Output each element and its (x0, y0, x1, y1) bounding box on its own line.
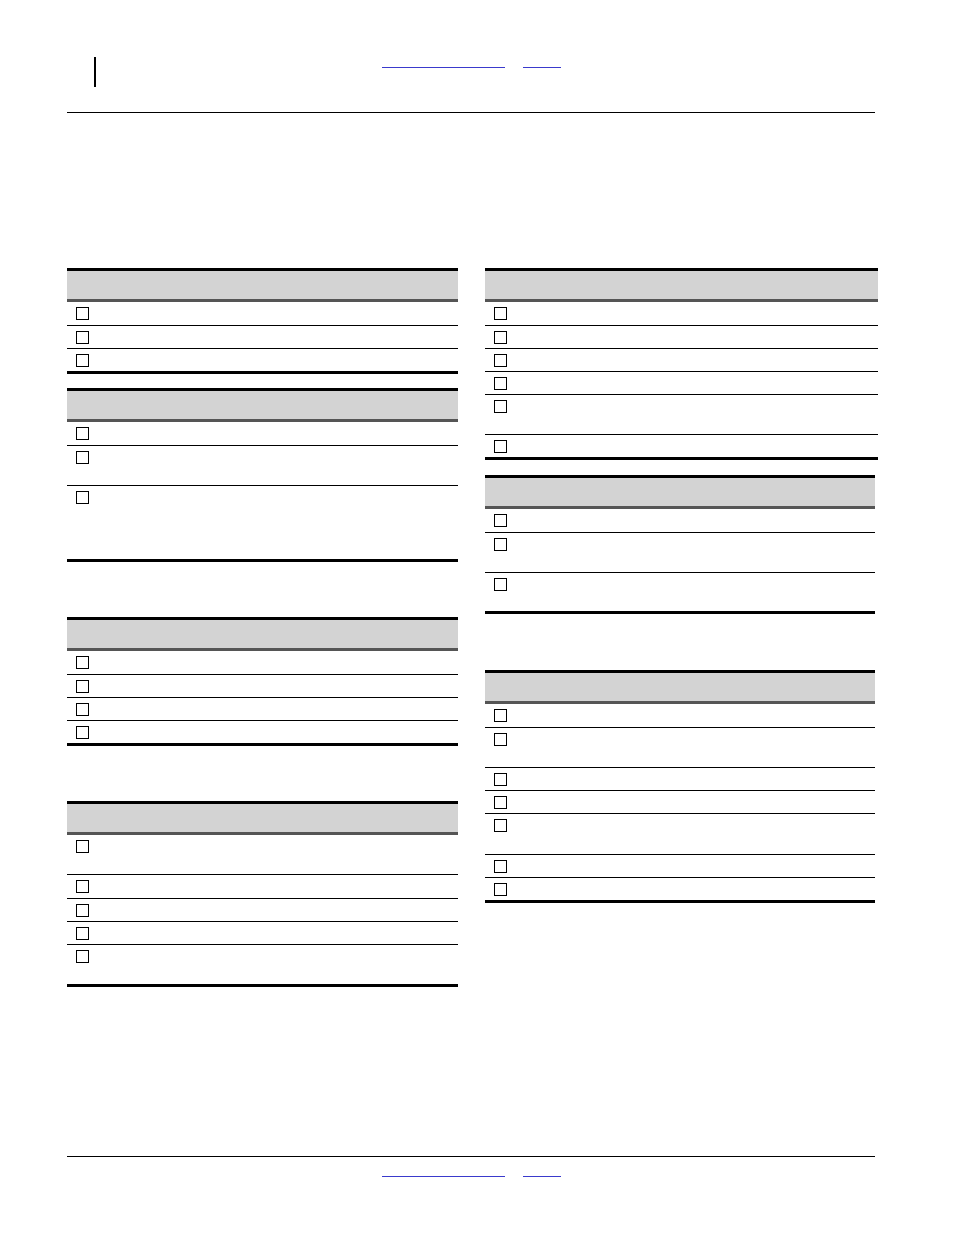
table-row (485, 855, 875, 878)
checkbox-icon[interactable] (76, 451, 89, 464)
header-link-2[interactable] (523, 67, 561, 68)
table-row (67, 651, 458, 675)
table-row (485, 326, 878, 349)
table-row (67, 899, 458, 922)
table-row (485, 395, 878, 435)
checkbox-icon[interactable] (494, 773, 507, 786)
table-header (485, 673, 875, 704)
checkbox-icon[interactable] (494, 733, 507, 746)
table-row (485, 509, 875, 533)
checkbox-icon[interactable] (76, 427, 89, 440)
table-row (485, 814, 875, 855)
table-header (67, 271, 458, 302)
table-row (485, 302, 878, 326)
table-row (485, 349, 878, 372)
table-row (67, 486, 458, 559)
table-row (67, 349, 458, 371)
footer-rule (67, 1156, 875, 1157)
checkbox-icon[interactable] (76, 656, 89, 669)
table-header (67, 391, 458, 422)
header-link-1[interactable] (382, 67, 505, 68)
checkbox-icon[interactable] (76, 331, 89, 344)
table-row (67, 922, 458, 945)
table-row (67, 326, 458, 349)
checkbox-icon[interactable] (494, 514, 507, 527)
table-row (485, 533, 875, 573)
checkbox-icon[interactable] (494, 578, 507, 591)
table-row (485, 372, 878, 395)
header-margin-bar (94, 57, 96, 87)
checklist-table (67, 388, 458, 562)
checkbox-icon[interactable] (494, 377, 507, 390)
checkbox-icon[interactable] (494, 860, 507, 873)
table-row (485, 728, 875, 768)
checkbox-icon[interactable] (76, 307, 89, 320)
table-header (67, 804, 458, 835)
checkbox-icon[interactable] (76, 904, 89, 917)
checkbox-icon[interactable] (76, 354, 89, 367)
checkbox-icon[interactable] (494, 400, 507, 413)
table-row (67, 698, 458, 721)
table-row (67, 721, 458, 743)
checklist-table (67, 801, 458, 987)
header-rule (67, 112, 875, 113)
checkbox-icon[interactable] (76, 703, 89, 716)
checklist-table (485, 268, 878, 460)
footer-link-1[interactable] (382, 1176, 505, 1177)
table-row (485, 704, 875, 728)
checkbox-icon[interactable] (494, 883, 507, 896)
checkbox-icon[interactable] (76, 680, 89, 693)
table-row (67, 945, 458, 984)
checklist-table (485, 670, 875, 903)
table-row (67, 675, 458, 698)
table-row (67, 875, 458, 899)
table-row (485, 435, 878, 457)
checkbox-icon[interactable] (494, 331, 507, 344)
footer-link-2[interactable] (523, 1176, 561, 1177)
checklist-table (485, 475, 875, 614)
table-header (67, 620, 458, 651)
table-row (485, 878, 875, 900)
checkbox-icon[interactable] (494, 538, 507, 551)
table-row (67, 302, 458, 326)
table-header (485, 271, 878, 302)
checkbox-icon[interactable] (494, 709, 507, 722)
checkbox-icon[interactable] (494, 354, 507, 367)
checkbox-icon[interactable] (494, 819, 507, 832)
table-row (485, 573, 875, 611)
table-row (67, 835, 458, 875)
checkbox-icon[interactable] (76, 880, 89, 893)
checkbox-icon[interactable] (494, 440, 507, 453)
checklist-table (67, 617, 458, 746)
table-header (485, 478, 875, 509)
checkbox-icon[interactable] (76, 726, 89, 739)
table-row (67, 422, 458, 446)
checkbox-icon[interactable] (76, 491, 89, 504)
checkbox-icon[interactable] (76, 840, 89, 853)
table-row (485, 768, 875, 791)
checklist-table (67, 268, 458, 374)
checkbox-icon[interactable] (494, 307, 507, 320)
table-row (485, 791, 875, 814)
checkbox-icon[interactable] (76, 927, 89, 940)
checkbox-icon[interactable] (494, 796, 507, 809)
table-row (67, 446, 458, 486)
checkbox-icon[interactable] (76, 950, 89, 963)
